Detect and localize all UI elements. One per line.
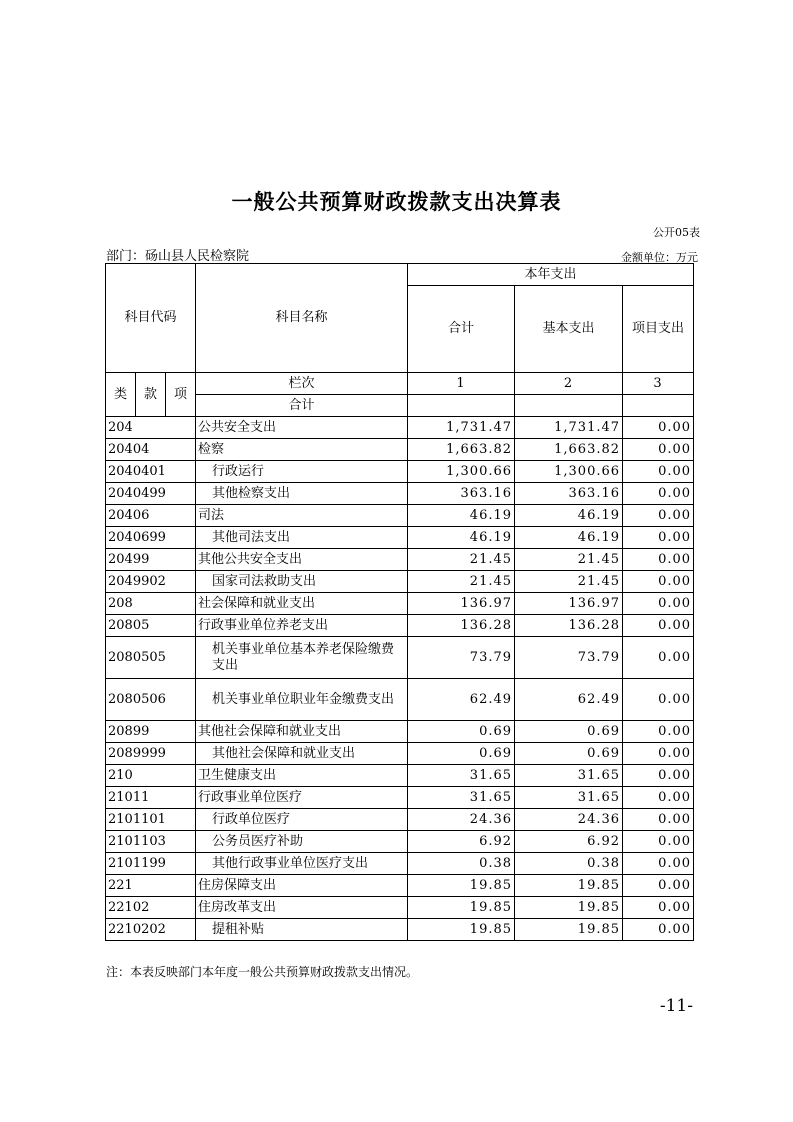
row-project: 0.00 [623, 527, 694, 549]
row-basic: 31.65 [515, 765, 623, 787]
row-name: 公务员医疗补助 [196, 831, 408, 853]
row-basic: 24.36 [515, 809, 623, 831]
row-total: 21.45 [408, 571, 515, 593]
row-project: 0.00 [623, 743, 694, 765]
sum-project [623, 395, 694, 417]
row-total: 73.79 [408, 637, 515, 679]
header-row-1 [106, 264, 694, 286]
row-basic: 1,663.82 [515, 439, 623, 461]
row-basic: 136.28 [515, 615, 623, 637]
col3-label: 3 [623, 373, 694, 395]
col2-label: 2 [515, 373, 623, 395]
row-basic: 31.65 [515, 787, 623, 809]
row-name: 社会保障和就业支出 [196, 593, 408, 615]
row-name: 行政运行 [196, 461, 408, 483]
row-project: 0.00 [623, 679, 694, 721]
row-code: 20404 [106, 439, 196, 461]
lei-header: 类 [106, 373, 136, 417]
row-project: 0.00 [623, 831, 694, 853]
row-total: 31.65 [408, 787, 515, 809]
row-basic: 6.92 [515, 831, 623, 853]
row-name: 其他检察支出 [196, 483, 408, 505]
sum-total [408, 395, 515, 417]
project-header: 项目支出 [623, 286, 694, 373]
row-code: 22102 [106, 897, 196, 919]
sum-label: 合计 [196, 395, 408, 417]
row-basic: 19.85 [515, 875, 623, 897]
row-total: 31.65 [408, 765, 515, 787]
row-code: 20499 [106, 549, 196, 571]
row-basic: 363.16 [515, 483, 623, 505]
row-basic: 19.85 [515, 897, 623, 919]
row-total: 136.28 [408, 615, 515, 637]
row-total: 19.85 [408, 875, 515, 897]
row-code: 21011 [106, 787, 196, 809]
row-total: 62.49 [408, 679, 515, 721]
row-name: 其他行政事业单位医疗支出 [196, 853, 408, 875]
row-basic: 21.45 [515, 549, 623, 571]
row-code: 2101199 [106, 853, 196, 875]
row-project: 0.00 [623, 549, 694, 571]
row-code: 208 [106, 593, 196, 615]
table-row [106, 637, 694, 679]
row-name: 其他社会保障和就业支出 [196, 721, 408, 743]
row-basic: 0.69 [515, 721, 623, 743]
row-code: 2089999 [106, 743, 196, 765]
row-name: 机关事业单位基本养老保险缴费支出 [196, 637, 408, 679]
row-basic: 1,731.47 [515, 417, 623, 439]
row-project: 0.00 [623, 417, 694, 439]
row-total: 0.69 [408, 743, 515, 765]
table-row [106, 505, 694, 527]
basic-header: 基本支出 [515, 286, 623, 373]
table-row [106, 571, 694, 593]
table-row [106, 897, 694, 919]
row-code: 2101101 [106, 809, 196, 831]
expense-table [105, 263, 694, 941]
subject-name-header: 科目名称 [196, 264, 408, 373]
row-project: 0.00 [623, 461, 694, 483]
table-row [106, 743, 694, 765]
row-project: 0.00 [623, 439, 694, 461]
table-row [106, 853, 694, 875]
row-project: 0.00 [623, 919, 694, 941]
row-project: 0.00 [623, 853, 694, 875]
row-code: 2040699 [106, 527, 196, 549]
row-project: 0.00 [623, 809, 694, 831]
row-name: 行政单位医疗 [196, 809, 408, 831]
row-total: 1,731.47 [408, 417, 515, 439]
page-number: -11- [659, 996, 693, 1016]
row-total: 24.36 [408, 809, 515, 831]
page-title: 一般公共预算财政拨款支出决算表 [231, 189, 562, 214]
row-name: 公共安全支出 [196, 417, 408, 439]
row-basic: 73.79 [515, 637, 623, 679]
row-total: 1,663.82 [408, 439, 515, 461]
row-project: 0.00 [623, 615, 694, 637]
department-label: 部门：砀山县人民检察院 [106, 249, 250, 264]
row-name: 卫生健康支出 [196, 765, 408, 787]
row-basic: 21.45 [515, 571, 623, 593]
row-basic: 46.19 [515, 505, 623, 527]
row-basic: 0.38 [515, 853, 623, 875]
row-code: 2101103 [106, 831, 196, 853]
row-code: 20406 [106, 505, 196, 527]
row-code: 210 [106, 765, 196, 787]
form-code: 公开05表 [653, 226, 700, 239]
row-name: 住房改革支出 [196, 897, 408, 919]
row-name: 其他社会保障和就业支出 [196, 743, 408, 765]
row-name: 其他公共安全支出 [196, 549, 408, 571]
row-name: 司法 [196, 505, 408, 527]
table-row [106, 721, 694, 743]
row-project: 0.00 [623, 897, 694, 919]
row-code: 2040401 [106, 461, 196, 483]
row-name: 国家司法救助支出 [196, 571, 408, 593]
row-total: 19.85 [408, 919, 515, 941]
lanci-label: 栏次 [196, 373, 408, 395]
row-name: 提租补贴 [196, 919, 408, 941]
row-name: 行政事业单位养老支出 [196, 615, 408, 637]
row-total: 0.38 [408, 853, 515, 875]
row-code: 20899 [106, 721, 196, 743]
row-code: 2080506 [106, 679, 196, 721]
row-project: 0.00 [623, 787, 694, 809]
table-row [106, 417, 694, 439]
table-row [106, 919, 694, 941]
row-basic: 0.69 [515, 743, 623, 765]
row-total: 46.19 [408, 527, 515, 549]
table-row [106, 615, 694, 637]
row-total: 19.85 [408, 897, 515, 919]
row-total: 0.69 [408, 721, 515, 743]
year-expense-header: 本年支出 [408, 264, 694, 286]
table-row [106, 831, 694, 853]
row-code: 20805 [106, 615, 196, 637]
row-basic: 19.85 [515, 919, 623, 941]
row-project: 0.00 [623, 483, 694, 505]
total-header: 合计 [408, 286, 515, 373]
table-row [106, 809, 694, 831]
table-row [106, 765, 694, 787]
row-project: 0.00 [623, 875, 694, 897]
row-total: 21.45 [408, 549, 515, 571]
row-code: 2049902 [106, 571, 196, 593]
row-basic: 62.49 [515, 679, 623, 721]
sum-basic [515, 395, 623, 417]
unit-label: 金额单位：万元 [621, 251, 698, 264]
row-code: 221 [106, 875, 196, 897]
row-project: 0.00 [623, 571, 694, 593]
row-total: 46.19 [408, 505, 515, 527]
table-row [106, 439, 694, 461]
row-name: 其他司法支出 [196, 527, 408, 549]
table-row [106, 549, 694, 571]
kuan-header: 款 [136, 373, 166, 417]
row-project: 0.00 [623, 637, 694, 679]
table-row [106, 461, 694, 483]
table-row [106, 483, 694, 505]
row-project: 0.00 [623, 593, 694, 615]
row-basic: 1,300.66 [515, 461, 623, 483]
row-name: 机关事业单位职业年金缴费支出 [196, 679, 408, 721]
row-code: 2210202 [106, 919, 196, 941]
row-basic: 136.97 [515, 593, 623, 615]
row-basic: 46.19 [515, 527, 623, 549]
row-name: 住房保障支出 [196, 875, 408, 897]
row-code: 2080505 [106, 637, 196, 679]
table-row [106, 593, 694, 615]
table-row [106, 787, 694, 809]
row-project: 0.00 [623, 721, 694, 743]
row-total: 1,300.66 [408, 461, 515, 483]
row-total: 363.16 [408, 483, 515, 505]
table-row [106, 679, 694, 721]
subject-code-header: 科目代码 [106, 264, 196, 373]
row-name: 行政事业单位医疗 [196, 787, 408, 809]
table-row [106, 875, 694, 897]
table-note: 注：本表反映部门本年度一般公共预算财政拨款支出情况。 [106, 965, 419, 979]
row-project: 0.00 [623, 765, 694, 787]
row-project: 0.00 [623, 505, 694, 527]
lanci-row [106, 373, 694, 395]
col1-label: 1 [408, 373, 515, 395]
row-code: 2040499 [106, 483, 196, 505]
row-total: 6.92 [408, 831, 515, 853]
table-row [106, 527, 694, 549]
xiang-header: 项 [166, 373, 196, 417]
row-code: 204 [106, 417, 196, 439]
row-total: 136.97 [408, 593, 515, 615]
row-name: 检察 [196, 439, 408, 461]
